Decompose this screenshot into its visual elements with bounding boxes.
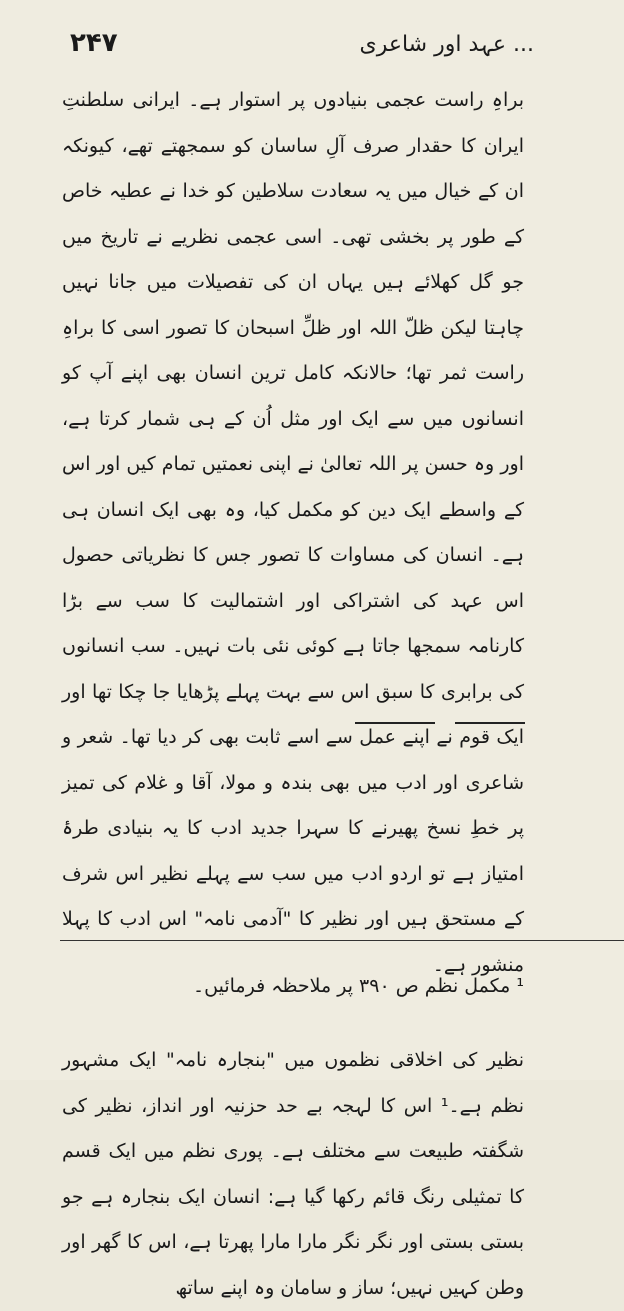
footnote-rule [60, 940, 624, 941]
running-title: ... عہد اور شاعری [359, 32, 534, 57]
footnote: ¹ مکمل نظم ص ۳۹۰ پر ملاحظہ فرمائیں۔ [193, 975, 524, 997]
section-divider [455, 722, 525, 724]
paragraph-1: براہِ راست عجمی بنیادوں پر استوار ہے۔ ایرانی سلطنتِ ایران کا حقدار صرف آلِ ساسان کو سمجھتے تھے، کیونکہ ان کے خیال میں یہ سعادت سلاطین کو خدا نے عطیہ خاص کے طور پر بخشی تھی۔ اسی عجمی نظریے نے تاریخ میں جو گل کھلائے ہیں یہاں ان کی تفصیلات میں جانا نہیں چاہتا لیکن ظلّ اللہ اور ظلِّ اسبحان کا تصور اسی کا براہِ راست ثمر تھا؛ حالانکہ کامل ترین انسان بھی اپنے آپ کو انسانوں میں سے ایک اور مثل اُن کے ہی شمار کرتا ہے، اور وہ حسن پر اللہ تعالیٰ نے اپنی نعمتیں تمام کیں اور اس کے واسطے ایک دین کو مکمل کیا، وہ بھی ایک انسان ہی ہے۔ انسان کی مساوات کا تصور جس کا نظریاتی حصول اس عہد کی اشتراکی اور اشتمالیت کا سب سے بڑا کارنامہ سمجھا جاتا ہے کوئی نئی بات نہیں۔ سب انسانوں کی برابری کا سبق اس سے بہت پہلے پڑھایا جا چکا تھا اور ایک قوم نے اپنے عمل سے اسے ثابت بھی کر دیا تھا۔ شعر و شاعری اور ادب میں بھی بندہ و مولا، آقا و غلام کی تمیز پر خطِ نسخ پھیرنے کا سہرا جدید ادب کا یہ بنیادی طرۂ امتیاز ہے تو اردو ادب میں سب سے پہلے نظیر اس شرف کے مستحق ہیں اور نظیر کا "آدمی نامہ" اس ادب کا پہلا منشور ہے۔ [62, 89, 524, 976]
page-header [70, 28, 534, 68]
body-text [62, 78, 524, 1311]
section-divider [355, 722, 435, 724]
page-number: ۲۴۷ [70, 28, 118, 58]
paragraph-2: نظیر کی اخلاقی نظموں میں "بنجارہ نامہ" ایک مشہور نظم ہے۔¹ اس کا لہجہ بے حد حزنیہ اور انداز، نظیر کی شگفتہ طبیعت سے مختلف ہے۔ پوری نظم میں ایک قسم کا تمثیلی رنگ قائم رکھا گیا ہے: انسان ایک بنجارہ ہے جو بستی بستی اور نگر نگر مارا مارا پھرتا ہے، اس کا گھر اور وطن کہیں نہیں؛ ساز و سامان وہ اپنے ساتھ [62, 1049, 524, 1299]
